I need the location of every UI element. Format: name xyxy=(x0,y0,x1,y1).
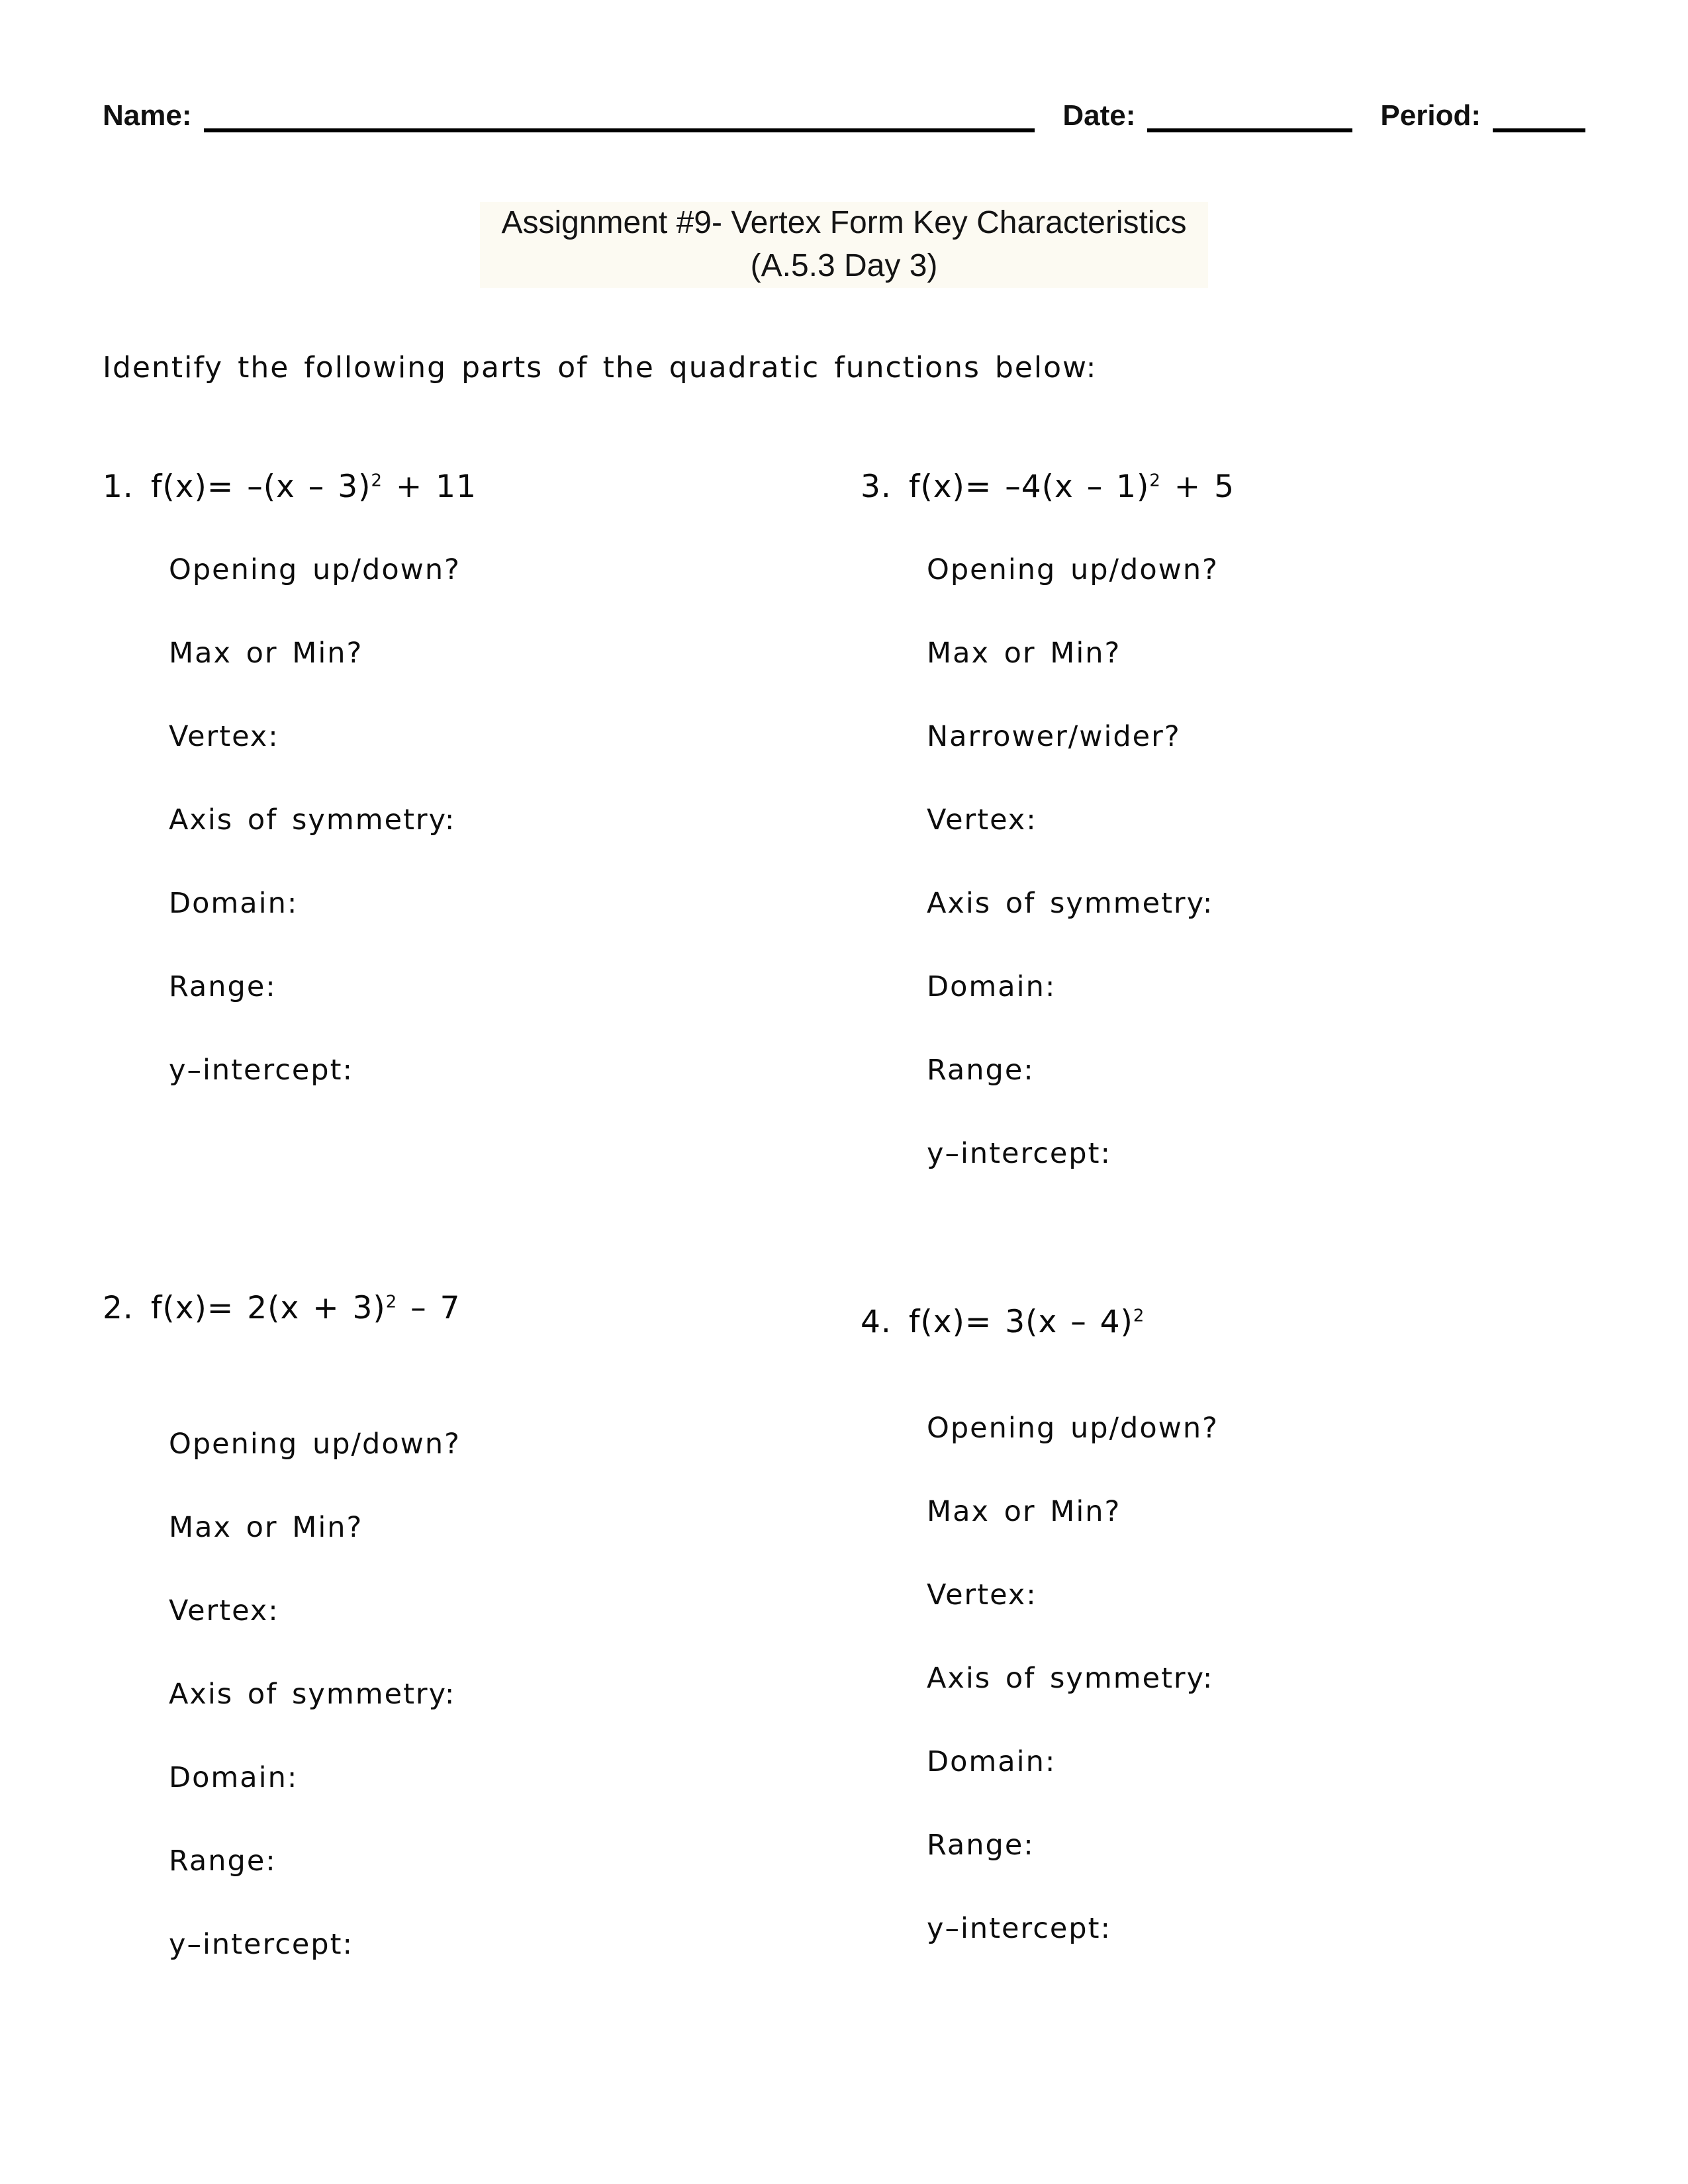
problem-1-expr-pre: f(x)= –(x – 3) xyxy=(150,468,371,505)
prompt-range: Range: xyxy=(927,1053,1035,1087)
right-column xyxy=(844,467,1585,1961)
prompt-domain: Domain: xyxy=(927,970,1056,1003)
prompt-axis-of-symmetry: Axis of symmetry: xyxy=(927,1661,1214,1695)
prompt-max-min: Max or Min? xyxy=(169,1510,363,1544)
instructions-text: Identify the following parts of the quadratic functions below: xyxy=(103,350,1098,385)
problem-4-expr-pre: f(x)= 3(x – 4) xyxy=(908,1303,1133,1340)
problem-3-prompts xyxy=(861,553,1585,1170)
prompt-opening: Opening up/down? xyxy=(927,553,1219,586)
problem-1-expr-post: + 11 xyxy=(382,468,477,505)
prompt-vertex: Vertex: xyxy=(927,1578,1037,1612)
problem-4-number: 4. xyxy=(861,1303,892,1340)
date-label: Date: xyxy=(1062,99,1136,132)
prompt-y-intercept: y–intercept: xyxy=(927,1911,1111,1945)
assignment-title xyxy=(480,202,1208,288)
assignment-title-line1: Assignment #9- Vertex Form Key Characteristics xyxy=(501,205,1187,240)
prompt-narrower-wider: Narrower/wider? xyxy=(927,719,1181,753)
prompt-axis-of-symmetry: Axis of symmetry: xyxy=(927,886,1214,920)
prompt-range: Range: xyxy=(169,1844,277,1878)
prompt-y-intercept: y–intercept: xyxy=(169,1053,353,1087)
prompt-opening: Opening up/down? xyxy=(169,553,461,586)
prompt-max-min: Max or Min? xyxy=(169,636,363,670)
problem-1-number: 1. xyxy=(103,468,134,505)
problem-4-expression xyxy=(861,1302,1585,1342)
problem-2-prompts xyxy=(103,1428,818,1961)
prompt-opening: Opening up/down? xyxy=(169,1427,461,1461)
period-blank-line xyxy=(1493,102,1585,132)
prompt-domain: Domain: xyxy=(169,886,299,920)
period-label: Period: xyxy=(1380,99,1481,132)
prompt-domain: Domain: xyxy=(169,1760,299,1794)
prompt-domain: Domain: xyxy=(927,1745,1056,1778)
problem-1 xyxy=(103,467,818,1087)
problem-4-exponent: 2 xyxy=(1133,1305,1145,1326)
left-column xyxy=(103,467,844,1961)
problem-1-expression xyxy=(103,467,818,507)
prompt-y-intercept: y–intercept: xyxy=(927,1136,1111,1170)
assignment-title-line2: (A.5.3 Day 3) xyxy=(750,248,938,283)
prompt-axis-of-symmetry: Axis of symmetry: xyxy=(169,803,456,837)
problem-1-exponent: 2 xyxy=(371,470,383,490)
problem-2-exponent: 2 xyxy=(385,1291,398,1312)
name-blank-line xyxy=(204,102,1035,132)
prompt-range: Range: xyxy=(169,970,277,1003)
name-label: Name: xyxy=(103,99,192,132)
problem-3 xyxy=(861,467,1585,1170)
prompt-vertex: Vertex: xyxy=(927,803,1037,837)
problem-2-expression xyxy=(103,1289,818,1328)
problem-3-expression xyxy=(861,467,1585,507)
prompt-vertex: Vertex: xyxy=(169,1594,279,1627)
problems-grid xyxy=(103,467,1585,1961)
prompt-range: Range: xyxy=(927,1828,1035,1862)
prompt-opening: Opening up/down? xyxy=(927,1411,1219,1445)
problem-1-prompts xyxy=(103,553,818,1087)
problem-2-expr-post: – 7 xyxy=(397,1289,461,1326)
problem-3-number: 3. xyxy=(861,468,892,505)
prompt-vertex: Vertex: xyxy=(169,719,279,753)
prompt-axis-of-symmetry: Axis of symmetry: xyxy=(169,1677,456,1711)
problem-2 xyxy=(103,1289,818,1961)
problem-3-exponent: 2 xyxy=(1149,470,1161,490)
problem-2-number: 2. xyxy=(103,1289,134,1326)
problem-3-expr-pre: f(x)= –4(x – 1) xyxy=(908,468,1150,505)
problem-2-expr-pre: f(x)= 2(x + 3) xyxy=(150,1289,386,1326)
date-blank-line xyxy=(1147,102,1352,132)
header-line xyxy=(103,99,1585,132)
problem-4 xyxy=(861,1302,1585,1945)
prompt-max-min: Max or Min? xyxy=(927,1494,1121,1528)
problem-3-expr-post: + 5 xyxy=(1160,468,1235,505)
problem-4-prompts xyxy=(861,1412,1585,1945)
prompt-max-min: Max or Min? xyxy=(927,636,1121,670)
prompt-y-intercept: y–intercept: xyxy=(169,1927,353,1961)
